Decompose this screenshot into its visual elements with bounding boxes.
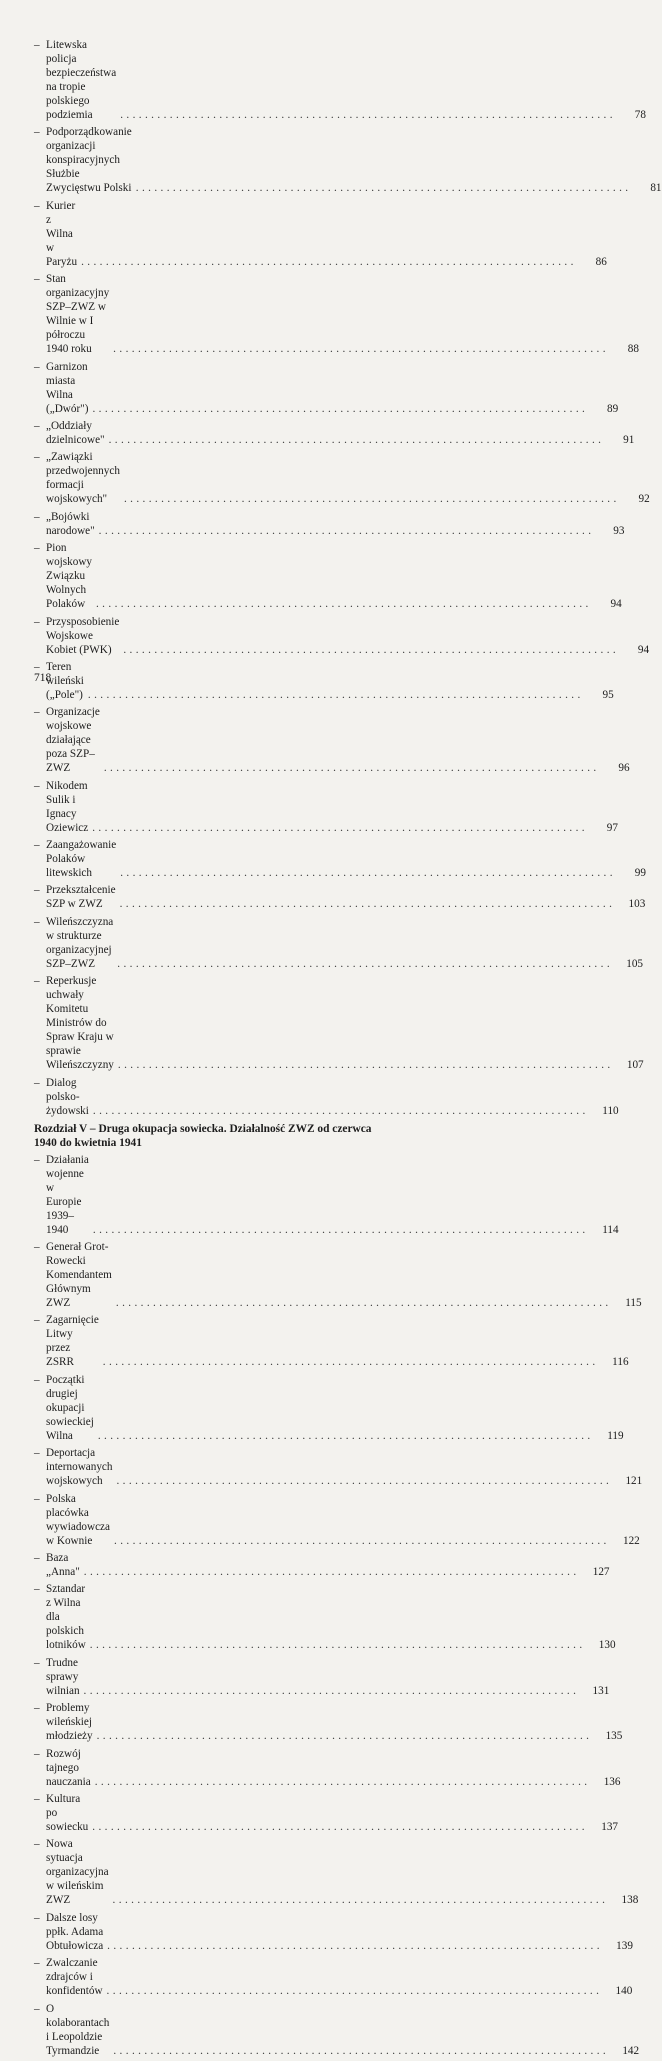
dot-leader: ................................................................................ [115,1297,612,1310]
toc-entry-page-number: 116 [612,1356,629,1369]
toc-entry [34,1656,610,1698]
dot-leader: ................................................................................ [120,867,616,880]
toc-entry-title: Przysposobienie Wojskowe Kobiet (PWK) [46,615,120,656]
dot-leader: ................................................................................ [116,1475,613,1488]
page-number: 718 [34,672,52,684]
toc-entry-title: Przekształcenie SZP w ZWZ [46,884,116,911]
toc-entry [34,1153,619,1237]
toc-entry-body [34,450,620,506]
dot-leader: ................................................................................ [89,1639,586,1652]
toc-entry-body [34,1240,612,1310]
toc-entry-dash: – [34,615,40,628]
toc-entry-page-number: 94 [610,598,622,611]
dot-leader: ................................................................................ [106,1985,603,1998]
toc-entry-body [34,660,584,702]
toc-entry [34,419,635,447]
toc-entry-text [46,615,619,657]
toc-entry-page-number: 88 [627,343,639,356]
toc-entry-body [34,1076,589,1118]
toc-entry-page-number: 114 [602,1223,619,1236]
toc-entry-text [46,1747,590,1789]
chapter-heading [34,1122,428,1150]
toc-entry-page-number: 139 [616,1939,633,1952]
toc-entry-dash: – [34,779,40,792]
dot-leader: ................................................................................ [120,109,616,121]
dot-leader: ................................................................................ [92,821,588,834]
toc-entry-dash: – [34,1583,40,1596]
toc-entry [34,1446,643,1488]
toc-entry [34,450,650,506]
toc-entry-title: Kultura po sowiecku [46,1792,89,1833]
toc-entry-text [46,660,584,702]
toc-entry-title: Teren wileński („Pole") [46,660,84,701]
toc-entry-body [34,1956,602,1998]
toc-entry [34,660,614,702]
toc-entry-text [46,705,600,775]
toc-entry-text [46,974,614,1072]
toc-entry-text [46,1956,602,1998]
toc-entry-page-number: 140 [615,1985,633,1998]
toc-entry-title: Rozwój tajnego nauczania [46,1747,91,1788]
dot-leader: ................................................................................ [92,1820,588,1833]
toc-entry [34,2002,640,2058]
toc-entry-body [34,1837,608,1907]
toc-entry-dash: – [34,419,40,432]
toc-entry-body [34,838,616,880]
toc-entry-page-number: 86 [595,255,607,268]
toc-entry-title: Kurier z Wilna w Paryżu [46,199,78,268]
toc-entry-text [46,199,577,269]
toc-entry-page-number: 81 [650,182,662,195]
toc-entry [34,1240,642,1310]
toc-entry-dash: – [34,1838,40,1851]
toc-entry-page-number: 89 [607,402,619,415]
dot-leader: ................................................................................ [113,343,609,356]
toc-entry-body [34,125,632,195]
toc-entry-page-number: 91 [623,433,635,446]
dot-leader: ................................................................................ [102,1356,599,1369]
toc-entry-body [34,419,604,447]
toc-entry-dash: – [34,660,40,673]
toc-entry-body [34,1656,579,1698]
toc-entry-title: Litewska policja bezpieczeństwa na tropie polskiego podziemia [46,39,117,121]
toc-entry-dash: – [34,1656,40,1669]
dot-leader: ................................................................................ [107,1939,603,1952]
toc-entry-body [34,2002,609,2058]
toc-entry-body [34,1446,612,1488]
toc-entry [34,1076,619,1118]
toc-entry-title: Dialog polsko-żydowski [46,1076,89,1117]
toc-entry-text [46,1701,592,1743]
dot-leader: ................................................................................ [96,1730,593,1743]
toc-entry-text [46,1446,612,1488]
toc-entry-body [34,38,616,122]
toc-entry-text [46,360,588,416]
toc-entry [34,199,607,269]
toc-entry-dash: – [34,542,40,555]
toc-entry-dash: – [34,1153,40,1166]
toc-entry-page-number: 110 [602,1104,619,1117]
toc-entry-text [46,272,609,356]
dot-leader: ................................................................................ [81,255,577,268]
toc-entry-page-number: 93 [613,524,625,537]
toc-entry-page-number: 99 [634,867,646,880]
dot-leader: ................................................................................ [94,1775,591,1788]
toc-entry-dash: – [34,1447,40,1460]
toc-entry [34,779,618,835]
toc-entry-page-number: 92 [638,493,650,506]
dot-leader: ................................................................................ [108,433,605,446]
toc-entry-text [46,1373,594,1443]
toc-entry-text [46,1076,589,1118]
toc-entry-title: „Bojówki narodowe" [46,510,95,537]
toc-entry [34,838,646,880]
toc-entry-title: Polska placówka wywiadowcza w Kownie [46,1492,110,1547]
toc-entry-body [34,705,600,775]
toc-entry-text [46,1492,610,1548]
toc-entry-page-number: 131 [592,1684,610,1697]
toc-entry-page-number: 136 [603,1775,621,1788]
toc-entry-text [46,1911,603,1953]
toc-entry-dash: – [34,975,40,988]
toc-list-part-2 [34,1153,643,2058]
toc-entry [34,1837,639,1907]
toc-entry-body [34,779,588,835]
toc-entry-text [46,1313,599,1369]
toc-entry-body [34,883,615,911]
toc-entry [34,1551,610,1579]
toc-entry-title: Sztandar z Wilna dla polskich lotników [46,1583,86,1652]
toc-entry-text [46,1551,580,1579]
toc-entry-title: Stan organizacyjny SZP–ZWZ w Wilnie w I półroczu 1940 roku [46,273,110,356]
toc-entry-text [46,510,594,538]
toc-entry-title: Reperkusje uchwały Komitetu Ministrów do Spraw Kraju w sprawie Wileńszczyzny [46,975,114,1072]
toc-entry-text [46,38,616,122]
dot-leader: ................................................................................ [97,1429,594,1442]
toc-entry [34,38,646,122]
toc-entry [34,883,646,911]
toc-entry-dash: – [34,1314,40,1327]
toc-entry [34,1701,623,1743]
toc-entry-page-number: 122 [622,1534,640,1547]
toc-entry-dash: – [34,1241,40,1254]
toc-entry [34,510,625,538]
toc-entry [34,1373,624,1443]
toc-entry [34,1582,616,1652]
toc-entry-dash: – [34,2002,40,2015]
toc-entry-text [46,883,615,911]
toc-entry-dash: – [34,1373,40,1386]
toc-entry [34,915,644,971]
chapter-heading-line-2: 1940 do kwietnia 1941 [34,1136,142,1149]
toc-entry-text [46,1240,612,1310]
toc-entry-title: Zwalczanie zdrajców i konfidentów [46,1957,103,1998]
toc-entry-body [34,510,594,538]
toc-entry [34,125,662,195]
toc-entry-title: Nikodem Sulik i Ignacy Oziewicz [46,779,89,834]
toc-entry-title: Trudne sprawy wilnian [46,1656,80,1697]
toc-entry-dash: – [34,360,40,373]
toc-entry-dash: – [34,273,40,286]
toc-entry-page-number: 130 [598,1639,616,1652]
dot-leader: ................................................................................ [112,1894,609,1907]
toc-entry [34,1956,633,1998]
toc-entry-page-number: 121 [625,1475,643,1488]
toc-entry-body [34,1313,599,1369]
dot-leader: ................................................................................ [87,688,584,701]
toc-entry-dash: – [34,39,40,51]
toc-entry-title: Działania wojenne w Europie 1939–1940 [46,1153,89,1236]
toc-entry-title: Problemy wileńskiej młodzieży [46,1702,93,1743]
toc-entry-dash: – [34,915,40,928]
toc-entry-text [46,541,592,611]
toc-entry-title: „Zawiązki przedwojennych formacji wojskowych" [46,451,120,506]
toc-entry-page-number: 127 [592,1565,610,1578]
toc-entry-title: Wileńszczyzna w strukturze organizacyjnej SZP–ZWZ [46,915,114,970]
toc-entry-dash: – [34,706,40,719]
dot-leader: ................................................................................ [123,643,620,656]
toc-entry [34,541,622,611]
toc-entry [34,1313,629,1369]
toc-entry-text [46,1837,608,1907]
toc-entry-body [34,1492,610,1548]
toc-entry-text [46,915,613,971]
toc-entry-dash: – [34,1747,40,1760]
toc-entry-title: Zagarnięcie Litwy przez ZSRR [46,1314,99,1369]
dot-leader: ................................................................................ [92,1223,589,1236]
toc-entry-title: Garnizon miasta Wilna („Dwór") [46,360,89,415]
toc-entry [34,1792,618,1834]
toc-entry-dash: – [34,199,40,212]
toc-entry [34,974,644,1072]
toc-entry-title: Początki drugiej okupacji sowieckiej Wilna [46,1373,94,1442]
toc-entry-text [46,779,588,835]
toc-entry-dash: – [34,451,40,464]
toc-entry-body [34,1551,580,1579]
toc-entry-dash: – [34,884,40,897]
toc-entry-page-number: 78 [634,109,646,121]
toc-entry-body [34,1373,594,1443]
toc-entry-dash: – [34,1911,40,1924]
toc-entry-page-number: 107 [626,1059,644,1072]
toc-entry-title: Zaangażowanie Polaków litewskich [46,839,117,880]
toc-entry-body [34,615,619,657]
toc-entry-title: Podporządkowanie organizacji konspiracyjnych Służbie Zwycięstwu Polski [46,126,132,195]
toc-entry [34,705,630,775]
toc-entry-dash: – [34,126,40,139]
toc-entry-page-number: 94 [637,643,650,656]
toc-entry-title: Generał Grot-Rowecki Komendantem Głównym ZWZ [46,1241,112,1310]
dot-leader: ................................................................................ [98,524,595,537]
toc-entry-text [46,450,620,506]
toc-entry [34,272,639,356]
dot-leader: ................................................................................ [92,1104,589,1117]
toc-entry-page-number: 95 [602,688,614,701]
toc-entry-text [46,1582,586,1652]
toc-entry-dash: – [34,839,40,852]
toc-entry-body [34,199,577,269]
toc-entry-body [34,1701,592,1743]
toc-entry-page-number: 119 [607,1429,624,1442]
dot-leader: ................................................................................ [119,898,616,911]
dot-leader: ................................................................................ [135,182,632,195]
toc-entry [34,1492,640,1548]
toc-entry-page-number: 142 [622,2044,640,2057]
toc-entry-page-number: 103 [628,898,646,911]
toc-entry-text [46,1792,588,1834]
toc-entry-body [34,974,614,1072]
toc-entry-dash: – [34,1702,40,1715]
chapter-heading-line-1: Rozdział V – Druga okupacja sowiecka. Działalność ZWZ od czerwca [34,1122,372,1135]
toc-entry-text [46,2002,609,2058]
toc-entry-title: Pion wojskowy Związku Wolnych Polaków [46,542,92,611]
toc-entry-text [46,419,604,447]
toc-entry [34,1911,633,1953]
toc-entry-body [34,1153,589,1237]
toc-entry-body [34,541,592,611]
toc-entry-body [34,1792,588,1834]
dot-leader: ................................................................................ [95,598,592,611]
toc-entry-dash: – [34,1076,40,1089]
toc-entry-dash: – [34,1957,40,1970]
toc-entry-title: Baza „Anna" [46,1551,80,1578]
toc-entry-page-number: 105 [626,957,644,970]
toc-entry-title: „Oddziały dzielnicowe" [46,419,105,446]
toc-entry-title: Nowa sytuacja organizacyjna w wileńskim ZWZ [46,1838,109,1907]
dot-leader: ................................................................................ [114,1534,610,1547]
toc-entry-page-number: 137 [601,1820,618,1833]
toc-entry [34,1747,621,1789]
toc-entry-dash: – [34,1551,40,1564]
toc-entry [34,360,619,416]
toc-entry-text [46,125,632,195]
toc-entry-page-number: 138 [621,1894,639,1907]
dot-leader: ................................................................................ [117,1059,614,1072]
toc-list-part-1 [34,38,662,1118]
toc-entry-body [34,360,588,416]
toc-entry-page-number: 97 [606,821,618,834]
toc-entry-body [34,1582,586,1652]
toc-entry-page-number: 96 [618,762,630,775]
toc-entry-body [34,1747,590,1789]
dot-leader: ................................................................................ [113,2044,610,2057]
toc-entry-text [46,1153,589,1237]
toc-entry-page-number: 115 [625,1297,642,1310]
dot-leader: ................................................................................ [83,1565,580,1578]
toc-entry-title: Organizacje wojskowe działające poza SZP–ZWZ [46,706,100,775]
toc-entry-body [34,1911,603,1953]
toc-entry-body [34,915,613,971]
toc-entry-dash: – [34,1792,40,1805]
toc-entry-title: Dalsze losy ppłk. Adama Obtułowicza [46,1911,104,1952]
dot-leader: ................................................................................ [117,957,614,970]
toc-entry [34,615,650,657]
dot-leader: ................................................................................ [92,402,589,415]
toc-entry-body [34,272,609,356]
toc-entry-text [46,838,616,880]
dot-leader: ................................................................................ [123,493,620,506]
toc-entry-text [46,1656,579,1698]
dot-leader: ................................................................................ [103,762,600,775]
toc-entry-page-number: 135 [605,1730,623,1743]
toc-entry-dash: – [34,1492,40,1505]
table-of-contents [34,38,662,2061]
dot-leader: ................................................................................ [83,1684,580,1697]
toc-entry-dash: – [34,510,40,523]
toc-entry-title: Deportacja internowanych wojskowych [46,1447,113,1488]
toc-entry-title: O kolaborantach i Leopoldzie Tyrmandzie [46,2002,110,2057]
